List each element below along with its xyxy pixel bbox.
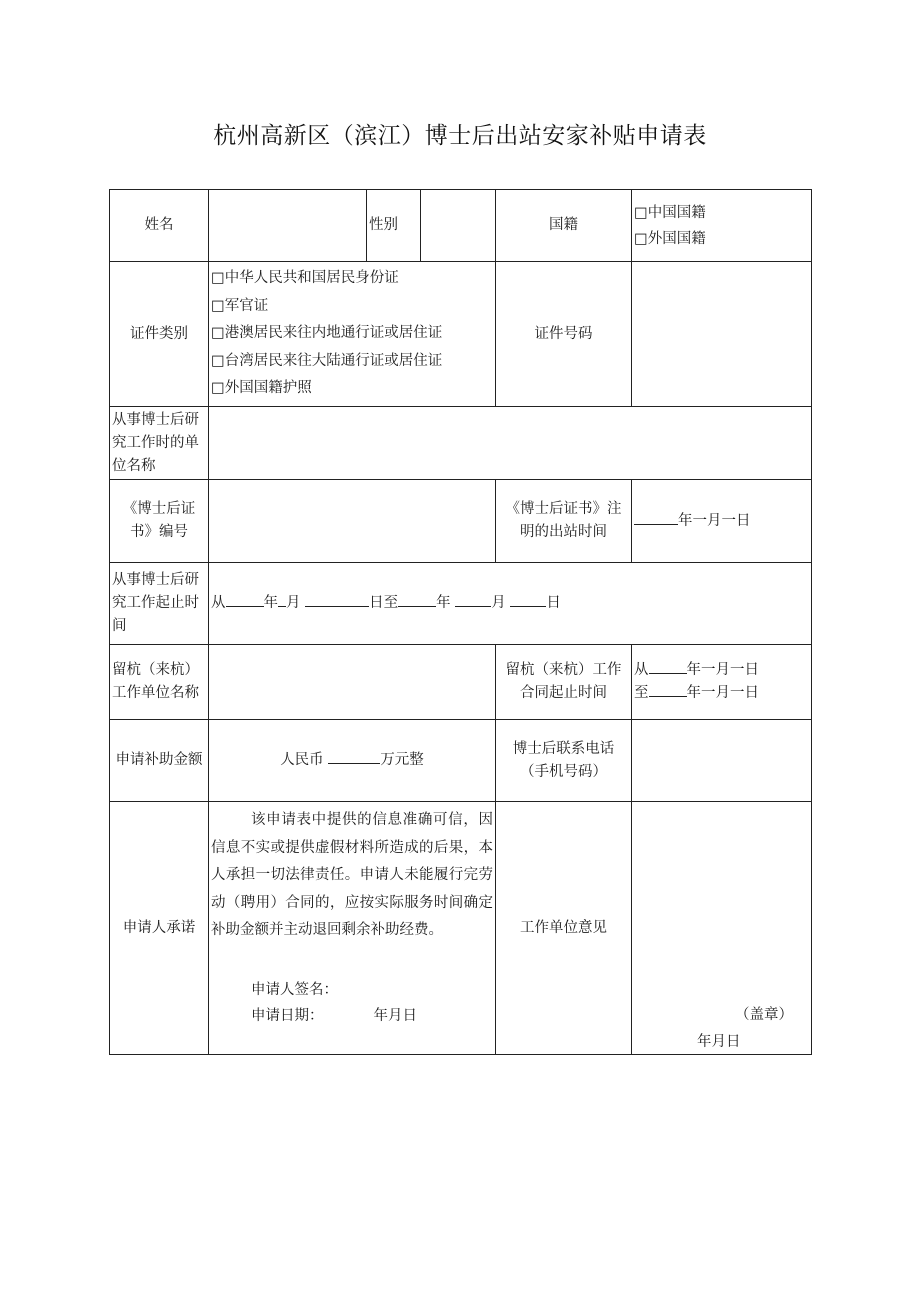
contract-to-date: 年一月一日 — [686, 685, 759, 701]
amount-field[interactable] — [209, 720, 496, 802]
exit-time-field[interactable] — [632, 480, 812, 563]
apply-date-label: 申请日期： — [251, 1008, 324, 1024]
certificate-no-label: 《博士后证书》编号 — [110, 480, 209, 563]
research-period-field[interactable] — [209, 563, 812, 645]
pledge-cell — [209, 802, 496, 1055]
id-type-options — [209, 262, 496, 407]
research-period-label: 从事博士后研究工作起止时间 — [110, 563, 209, 645]
period-day-to: 日至 — [369, 595, 399, 611]
id-option-officer-card[interactable]: □军官证 — [211, 297, 269, 314]
exit-time-date: 年一月一日 — [678, 512, 751, 529]
period-from: 从 — [211, 595, 226, 611]
nationality-option-china[interactable]: □中国国籍 — [634, 204, 706, 221]
period-year2: 年 — [436, 595, 451, 611]
name-field[interactable] — [209, 190, 367, 262]
stay-unit-field[interactable] — [209, 645, 496, 720]
pledge-text: 该申请表中提供的信息准确可信，因信息不实或提供虚假材料所造成的后果，本人承担一切法律责任。申请人未能履行完劳动（聘用）合同的，应按实际服务时间确定补助金额并主动退回剩余补助经费。 — [211, 812, 493, 938]
contract-time-field[interactable] — [632, 645, 812, 720]
nationality-label: 国籍 — [496, 190, 632, 262]
gender-field[interactable] — [421, 190, 496, 262]
amount-label: 申请补助金额 — [110, 720, 209, 802]
opinion-label: 工作单位意见 — [496, 802, 632, 1055]
seal-label: （盖章） — [735, 1007, 793, 1023]
period-day2: 日 — [546, 595, 561, 611]
phone-label: 博士后联系电话（手机号码） — [496, 720, 632, 802]
research-unit-label: 从事博士后研究工作时的单位名称 — [110, 407, 209, 480]
application-form-table — [109, 189, 812, 1055]
contract-to: 至 — [634, 685, 649, 701]
nationality-option-foreign[interactable]: □外国国籍 — [634, 230, 706, 247]
contract-time-label: 留杭（来杭）工作合同起止时间 — [496, 645, 632, 720]
name-label: 姓名 — [110, 190, 209, 262]
amount-suffix: 万元整 — [380, 752, 424, 768]
id-number-field[interactable] — [632, 262, 812, 407]
amount-prefix: 人民币 — [280, 752, 324, 768]
page-title: 杭州高新区（滨江）博士后出站安家补贴申请表 — [213, 123, 707, 149]
id-type-label: 证件类别 — [110, 262, 209, 407]
id-option-taiwan-permit[interactable]: □台湾居民来往大陆通行证或居住证 — [211, 352, 443, 369]
contract-from: 从 — [634, 662, 649, 678]
opinion-date: 年月日 — [697, 1034, 741, 1050]
period-year1: 年 — [263, 595, 278, 611]
pledge-label: 申请人承诺 — [110, 802, 209, 1055]
period-month1: 月 — [286, 595, 301, 611]
gender-label: 性别 — [367, 190, 421, 262]
research-unit-field[interactable] — [209, 407, 812, 480]
nationality-options — [632, 190, 812, 262]
id-number-label: 证件号码 — [496, 262, 632, 407]
exit-time-label: 《博士后证书》注明的出站时间 — [496, 480, 632, 563]
contract-from-date: 年一月一日 — [686, 662, 759, 678]
opinion-cell[interactable] — [632, 802, 812, 1055]
stay-unit-label: 留杭（来杭）工作单位名称 — [110, 645, 209, 720]
id-option-foreign-passport[interactable]: □外国国籍护照 — [211, 380, 312, 397]
signature-label: 申请人签名： — [251, 982, 338, 998]
period-month2: 月 — [491, 595, 506, 611]
certificate-no-field[interactable] — [209, 480, 496, 563]
id-option-hk-macao-permit[interactable]: □港澳居民来往内地通行证或居住证 — [211, 325, 443, 342]
phone-field[interactable] — [632, 720, 812, 802]
apply-date-value: 年月日 — [373, 1008, 417, 1024]
id-option-resident-card[interactable]: □中华人民共和国居民身份证 — [211, 270, 399, 287]
